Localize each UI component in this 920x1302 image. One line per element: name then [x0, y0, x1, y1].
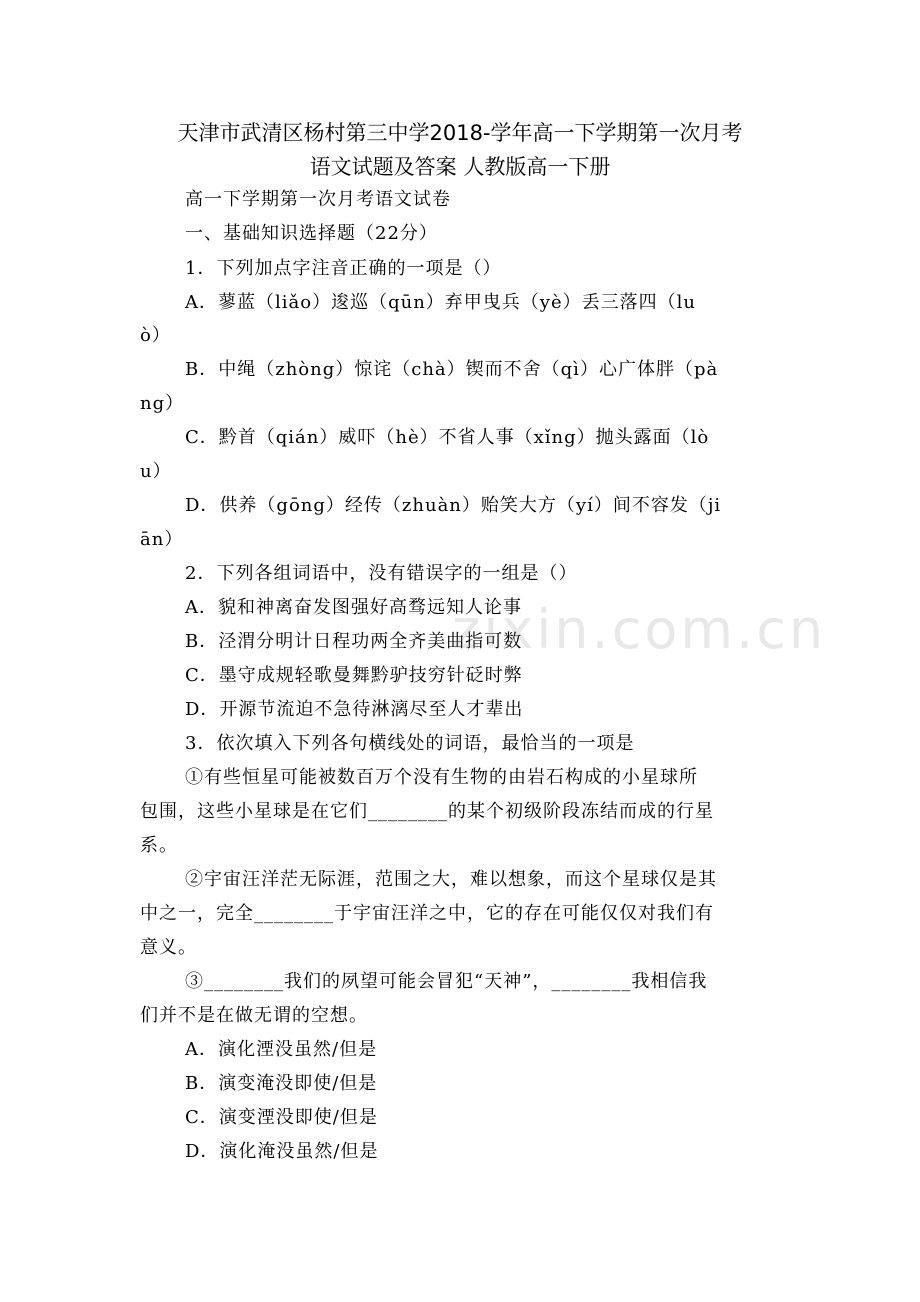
- question-2-option-b: B．泾渭分明计日程功两全齐美曲指可数: [185, 631, 523, 652]
- watermark: zixin.com.cn: [452, 598, 827, 661]
- question-3-sentence-1-cont: 包围，这些小星球是在它们________的某个初级阶段冻结而成的行星: [140, 801, 714, 822]
- question-3-option-c: C．演变湮没即使/但是: [185, 1107, 378, 1128]
- question-2-option-c: C．墨守成规轻歌曼舞黔驴技穷针砭时弊: [185, 665, 523, 686]
- question-2-option-a: A．貌和神离奋发图强好高骛远知人论事: [185, 597, 522, 618]
- section-heading: 一、基础知识选择题（22分）: [185, 223, 438, 244]
- question-3-sentence-1-end: 系。: [140, 835, 178, 856]
- question-3-sentence-3-cont: 们并不是在做无谓的空想。: [140, 1005, 368, 1026]
- question-1-option-b-cont: ng）: [140, 393, 185, 414]
- question-1-option-c: C．黔首（qián）威吓（hè）不省人事（xǐng）抛头露面（lò: [185, 427, 710, 448]
- question-1-stem: 1．下列加点字注音正确的一项是（）: [185, 258, 502, 279]
- question-2-option-d: D．开源节流迫不急待淋漓尽至人才辈出: [185, 699, 524, 720]
- question-1-option-c-cont: u）: [140, 461, 172, 482]
- question-1-option-d: D．供养（gōng）经传（zhuàn）贻笑大方（yí）间不容发（ji: [185, 495, 722, 516]
- question-3-stem: 3．依次填入下列各句横线处的词语，最恰当的一项是: [185, 733, 635, 754]
- question-1-option-b: B．中绳（zhòng）惊诧（chà）锲而不舍（qì）心广体胖（pà: [185, 359, 719, 380]
- question-1-option-a-cont: ò）: [140, 325, 171, 346]
- question-3-sentence-2: ②宇宙汪洋茫无际涯，范围之大，难以想象，而这个星球仅是其: [185, 869, 717, 890]
- question-3-sentence-2-end: 意义。: [140, 937, 197, 958]
- question-3-option-a: A．演化湮没虽然/但是: [185, 1039, 378, 1060]
- question-3-option-b: B．演变淹没即使/但是: [185, 1073, 378, 1094]
- question-3-sentence-1: ①有些恒星可能被数百万个没有生物的由岩石构成的小星球所: [185, 767, 698, 788]
- question-2-stem: 2．下列各组词语中，没有错误字的一组是（）: [185, 563, 578, 584]
- title-line-2: 语文试题及答案 人教版高一下册: [309, 155, 611, 179]
- question-3-option-d: D．演化淹没虽然/但是: [185, 1141, 379, 1162]
- title-line-1: 天津市武清区杨村第三中学2018-学年高一下学期第一次月考: [177, 121, 743, 145]
- question-3-sentence-3: ③________我们的夙望可能会冒犯“天神”，________我相信我: [185, 971, 708, 992]
- exam-subtitle: 高一下学期第一次月考语文试卷: [185, 189, 451, 210]
- question-1-option-a: A．蓼蓝（liǎo）逡巡（qūn）弃甲曳兵（yè）丢三落四（lu: [185, 292, 696, 313]
- question-3-sentence-2-cont: 中之一，完全________于宇宙汪洋之中，它的存在可能仅仅对我们有: [140, 903, 714, 924]
- question-1-option-d-cont: ān）: [140, 529, 184, 550]
